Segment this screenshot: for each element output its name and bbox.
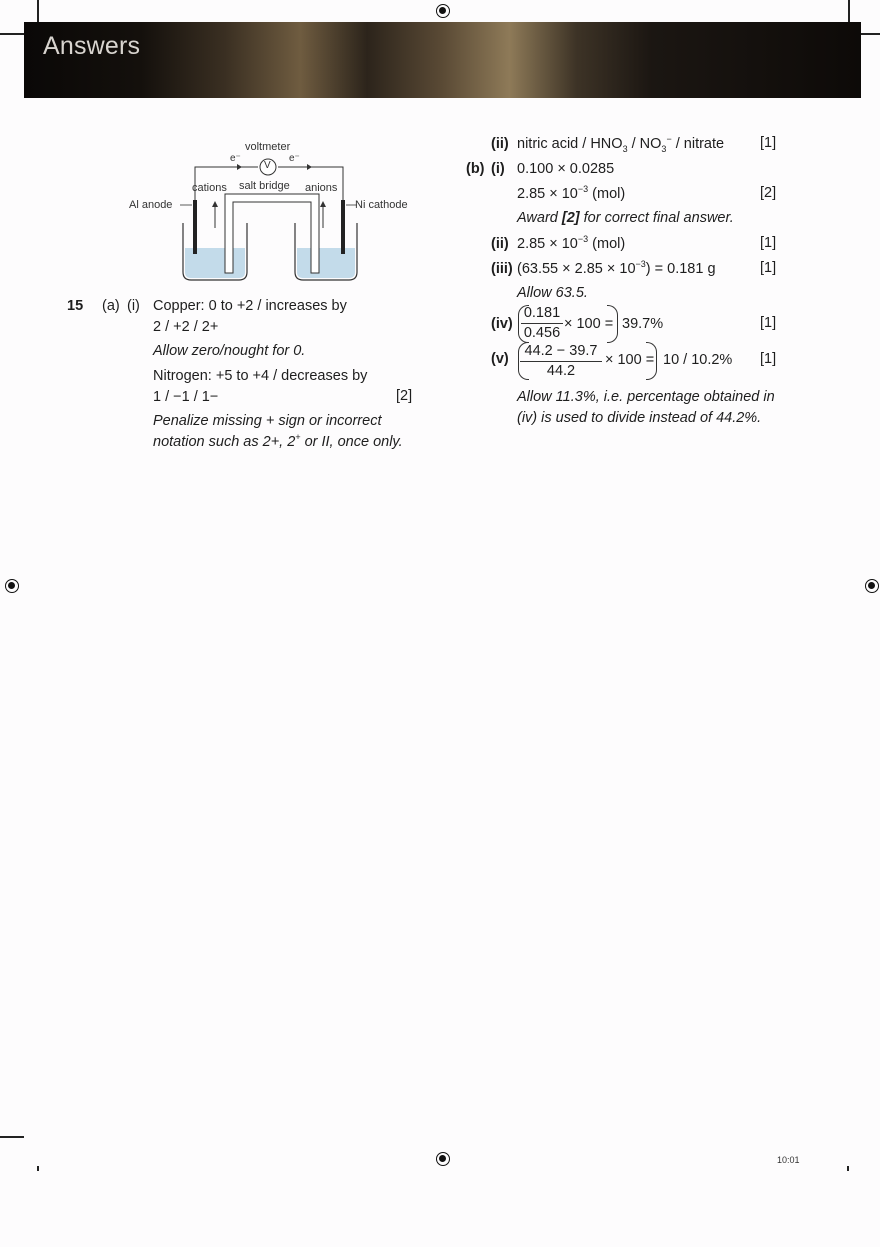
allow-11-3-note-2: (iv) is used to divide instead of 44.2%.	[517, 410, 762, 426]
part-a-i-label: (i)	[127, 298, 140, 314]
footer-time: 10:01	[777, 1155, 800, 1165]
crop-mark-top-right-h	[861, 33, 880, 35]
b-i-line-1: 0.100 × 0.0285	[517, 161, 615, 177]
copper-line-2: 2 / +2 / 2+	[153, 319, 219, 335]
iv-numerator: 0.181	[521, 304, 563, 324]
part-b-ii-label: (ii)	[491, 236, 509, 252]
penalize-note-2: notation such as 2+, 2+ or II, once only.	[153, 432, 403, 450]
nitrogen-line-2: 1 / −1 / 1−	[153, 389, 219, 405]
iv-result: 39.7%	[622, 316, 664, 332]
b-iii-answer: $(63.55 \times 2.85 \times 10^{-3}) = 0.181$ g	[517, 259, 716, 277]
cation-arrow	[212, 201, 218, 207]
part-b-label: (b)	[466, 161, 485, 177]
v-times-100: × 100 =	[605, 352, 655, 368]
voltmeter-symbol: V	[264, 160, 271, 171]
nitric-acid-answer: nitric acid / $HNO_3 / NO_3^-$ / nitrate	[517, 134, 725, 154]
award-note: Award [2] for correct final answer.	[517, 210, 734, 226]
allow-11-3-note-1: Allow 11.3%, i.e. percentage obtained in	[517, 389, 775, 405]
header-banner	[24, 22, 861, 98]
mark-b-iii: [1]	[760, 260, 777, 276]
electron-label-left: e⁻	[230, 153, 241, 164]
registration-mark-left	[5, 579, 19, 593]
allow-zero-note: Allow zero/nought for 0.	[153, 343, 306, 359]
electron-arrow-left	[237, 164, 242, 170]
mark-b-iv: [1]	[760, 315, 777, 331]
v-fraction	[520, 342, 602, 381]
iv-times-100: × 100 =	[564, 316, 614, 332]
b-ii-answer: $2.85 \times 10^{-3}$ (mol)	[517, 234, 626, 252]
iv-denominator: 0.456	[523, 325, 561, 341]
page-title: Answers	[43, 32, 141, 60]
anode-label: Al anode	[129, 199, 173, 211]
penalize-note-1: Penalize missing + sign or incorrect	[153, 413, 382, 429]
v-result: 10 / 10.2%	[663, 352, 733, 368]
crop-mark-top-right	[848, 0, 850, 22]
nitrogen-line-1: Nitrogen: +5 to +4 / decreases by	[153, 368, 368, 384]
iv-right-paren	[607, 305, 618, 343]
electron-label-right: e⁻	[289, 153, 300, 164]
v-denominator: 44.2	[546, 363, 576, 379]
anion-arrow	[320, 201, 326, 207]
v-right-paren	[646, 342, 657, 380]
part-a-label: (a)	[102, 298, 120, 314]
crop-mark-bottom-right	[847, 1166, 849, 1171]
cathode-label: Ni cathode	[355, 199, 408, 211]
crop-mark-bottom-left-h	[0, 1136, 24, 1138]
mark-b-i: [2]	[760, 185, 777, 201]
right-solution	[297, 248, 355, 278]
v-numerator: 44.2 − 39.7	[520, 342, 602, 362]
copper-line-1: Copper: 0 to +2 / increases by	[153, 298, 347, 314]
nickel-cathode	[341, 200, 345, 254]
voltmeter-label: voltmeter	[245, 141, 291, 153]
electrochemical-cell-diagram	[125, 138, 425, 288]
mark-b-ii: [1]	[760, 235, 777, 251]
b-i-line-2: $2.85 \times 10^{-3}$ (mol)	[517, 184, 626, 202]
aluminium-anode	[193, 200, 197, 254]
part-b-i-label: (i)	[491, 161, 505, 177]
cations-label: cations	[192, 182, 227, 194]
registration-mark-right	[865, 579, 879, 593]
part-b-iii-label: (iii)	[491, 261, 513, 277]
mark-b-v: [1]	[760, 351, 777, 367]
part-a-ii-label: (ii)	[491, 136, 509, 152]
question-number: 15	[67, 298, 84, 314]
mark-a-i: [2]	[396, 388, 413, 404]
crop-mark-bottom-left	[37, 1166, 39, 1171]
allow-63-5-note: Allow 63.5.	[517, 285, 588, 301]
iv-fraction	[521, 304, 563, 343]
crop-mark-top-left-h	[0, 33, 24, 35]
salt-bridge-label: salt bridge	[239, 180, 290, 192]
electron-arrow-right	[307, 164, 312, 170]
crop-mark-top-left	[37, 0, 39, 22]
anions-label: anions	[305, 182, 338, 194]
part-b-iv-label: (iv)	[491, 316, 513, 332]
registration-mark-bottom	[436, 1152, 450, 1166]
part-b-v-label: (v)	[491, 351, 509, 367]
registration-mark-top	[436, 4, 450, 18]
mark-a-ii: [1]	[760, 135, 777, 151]
